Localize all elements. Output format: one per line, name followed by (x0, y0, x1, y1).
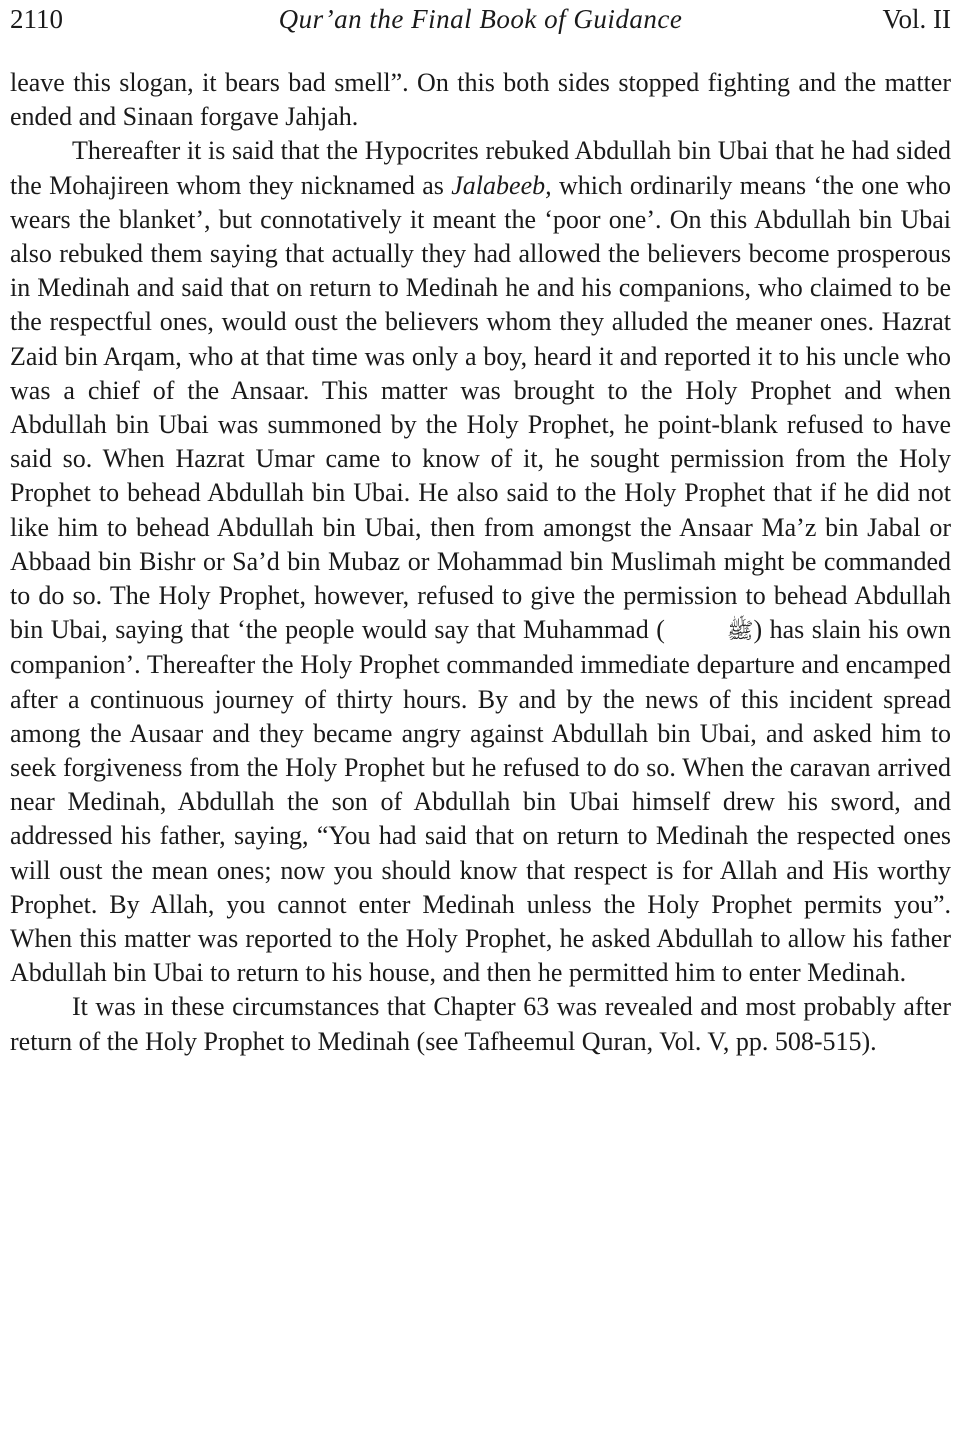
paragraph-2 (10, 134, 951, 990)
page-number: 2110 (10, 4, 63, 34)
book-title: Qur’an the Final Book of Guidance (278, 4, 683, 34)
volume-label: Vol. II (882, 4, 951, 34)
paragraph-2-text-b: which ordinarily means ‘the one who wears the blanket’, but connotatively it meant the ‘poor one’. On this Abdullah bin Ubai also rebuked them saying that actually they had allowed the believers become prosperous in Medinah and said that on return to Medinah he and his companions, who claimed to be the respectful ones, would oust the believers whom they alluded the meaner ones. Hazrat Zaid bin Arqam, who at that time was only a boy, heard it and reported it to his uncle who was a chief of the Ansaar. This matter was brought to the Holy Prophet and when Abdullah bin Ubai was summoned by the Holy Prophet, he point-blank refused to have said so. When Hazrat Umar came to know of it, he sought permission from the Holy Prophet to behead Abdullah bin Ubai. He also said to the Holy Prophet that if he did not like him to behead Abdullah bin Ubai, then from amongst the Ansaar Ma’z bin Jabal or Abbaad bin Bishr or Sa’d bin Mubaz or Mohammad bin Muslimah might be commanded to do so. The Holy Prophet, however, refused to give the permission to behead Abdullah bin Ubai, saying that ‘the people would say that Muhammad ( (10, 170, 951, 645)
paragraph-1: leave this slogan, it bears bad smell”. On this both sides stopped fighting and the matter ended and Sinaan forgave Jahjah. (10, 68, 951, 132)
paragraph-2-text-a: Thereafter it is said that the Hypocrites rebuked Abdullah bin Ubai that he had sided the Mohajireen whom they nicknamed as (10, 136, 951, 200)
body-text (10, 66, 951, 1059)
paragraph-2-text-c: ) has slain his own companion’. Thereafter the Holy Prophet commanded immediate departure and encamped after a continuous journey of thirty hours. By and by the news of this incident spread among the Ausaar and they became angry against Abdullah bin Ubai, and asked him to seek forgiveness from the Holy Prophet but he refused to do so. When the caravan arrived near Medinah, Abdullah the son of Abdullah bin Ubai himself drew his sword, and addressed his father, saying, “You had said that on return to Medinah the respected ones will oust the mean ones; now you should know that respect is for Allah and His worthy Prophet. By Allah, you cannot enter Medinah unless the Holy Prophet permits you”. When this matter was reported to the Holy Prophet, he asked Abdullah to allow his father Abdullah bin Ubai to return to his house, and then he permitted him to enter Medinah. (10, 615, 951, 988)
paragraph-3: It was in these circumstances that Chapter 63 was revealed and most probably after return of the Holy Prophet to Medinah (see Tafheemul Quran, Vol. V, pp. 508-515). (10, 992, 951, 1056)
running-header (10, 0, 951, 42)
book-page (10, 0, 951, 1059)
honorific-glyph: ﷺ (726, 618, 754, 644)
italic-term-jalabeeb: Jalabeeb, (451, 170, 552, 200)
